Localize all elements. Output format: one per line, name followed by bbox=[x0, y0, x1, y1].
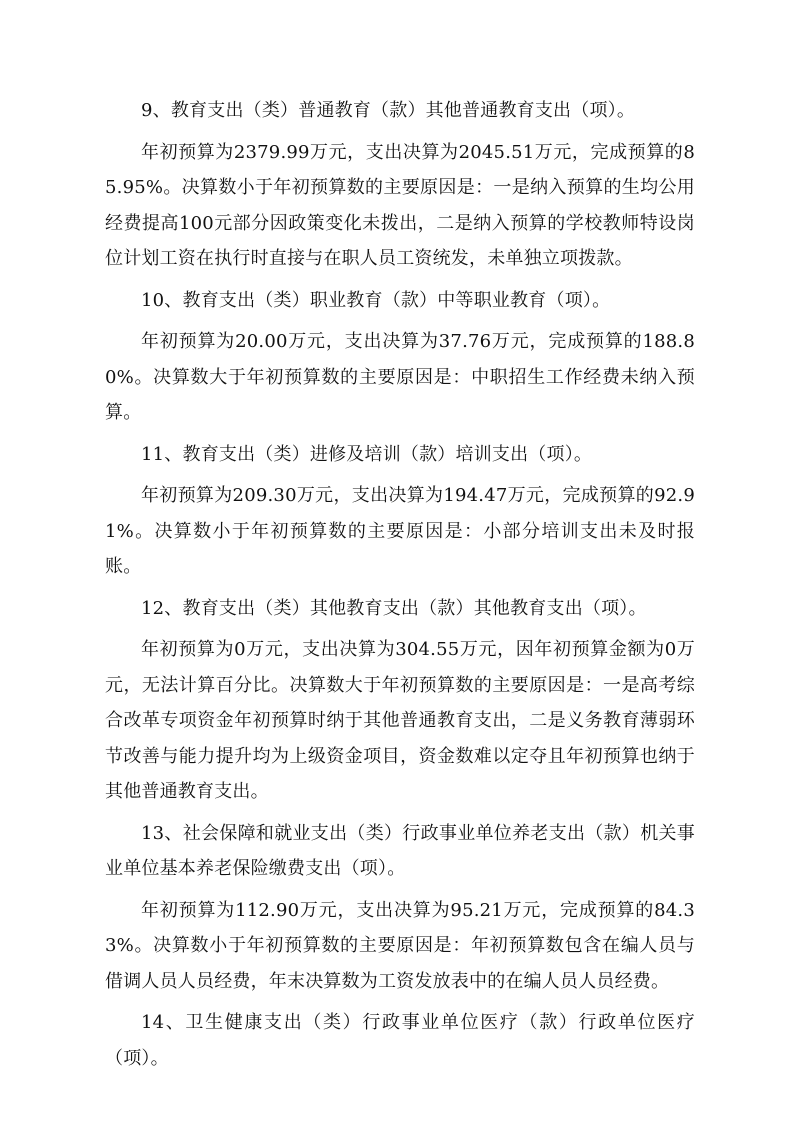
section-body: 年初预算为0万元，支出决算为304.55万元，因年初预算金额为0万元，无法计算百分比。决算数大于年初预算数的主要原因是：一是高考综合改革专项资金年初预算时纳于其他普通教育支出，二是义务教育薄弱环节改善与能力提升均为上级资金项目，资金数难以定夺且年初预算也纳于其他普通教育支出。 bbox=[105, 639, 695, 802]
section-body: 年初预算为209.30万元，支出决算为194.47万元，完成预算的92.91%。决算数小于年初预算数的主要原因是：小部分培训支出未及时报账。 bbox=[105, 485, 695, 577]
section-heading: 13、社会保障和就业支出（类）行政事业单位养老支出（款）机关事业单位基本养老保险缴费支出（项）。 bbox=[105, 822, 695, 879]
section-body: 年初预算为20.00万元，支出决算为37.76万元，完成预算的188.80%。决算数大于年初预算数的主要原因是：中职招生工作经费未纳入预算。 bbox=[105, 331, 695, 423]
document-body bbox=[105, 93, 695, 1082]
section-heading: 9、教育支出（类）普通教育（款）其他普通教育支出（项）。 bbox=[141, 100, 636, 121]
section-body: 年初预算为112.90万元，支出决算为95.21万元，完成预算的84.33%。决算数小于年初预算数的主要原因是：年初预算数包含在编人员与借调人员人员经费，年末决算数为工资发放表中的在编人员人员经费。 bbox=[105, 899, 695, 992]
section-heading: 10、教育支出（类）职业教育（款）中等职业教育（项）。 bbox=[141, 289, 611, 311]
section-body: 年初预算为2379.99万元，支出决算为2045.51万元，完成预算的85.95%。决算数小于年初预算数的主要原因是：一是纳入预算的生均公用经费提高100元部分因政策变化未拨出，二是纳入预算的学校教师特设岗位计划工资在执行时直接与在职人员工资统发，未单独立项拨款。 bbox=[105, 141, 695, 269]
section-heading: 12、教育支出（类）其他教育支出（款）其他教育支出（项）。 bbox=[141, 597, 647, 619]
section-heading: 11、教育支出（类）进修及培训（款）培训支出（项）。 bbox=[141, 443, 593, 465]
section-heading: 14、卫生健康支出（类）行政事业单位医疗（款）行政单位医疗（项）。 bbox=[105, 1012, 695, 1069]
